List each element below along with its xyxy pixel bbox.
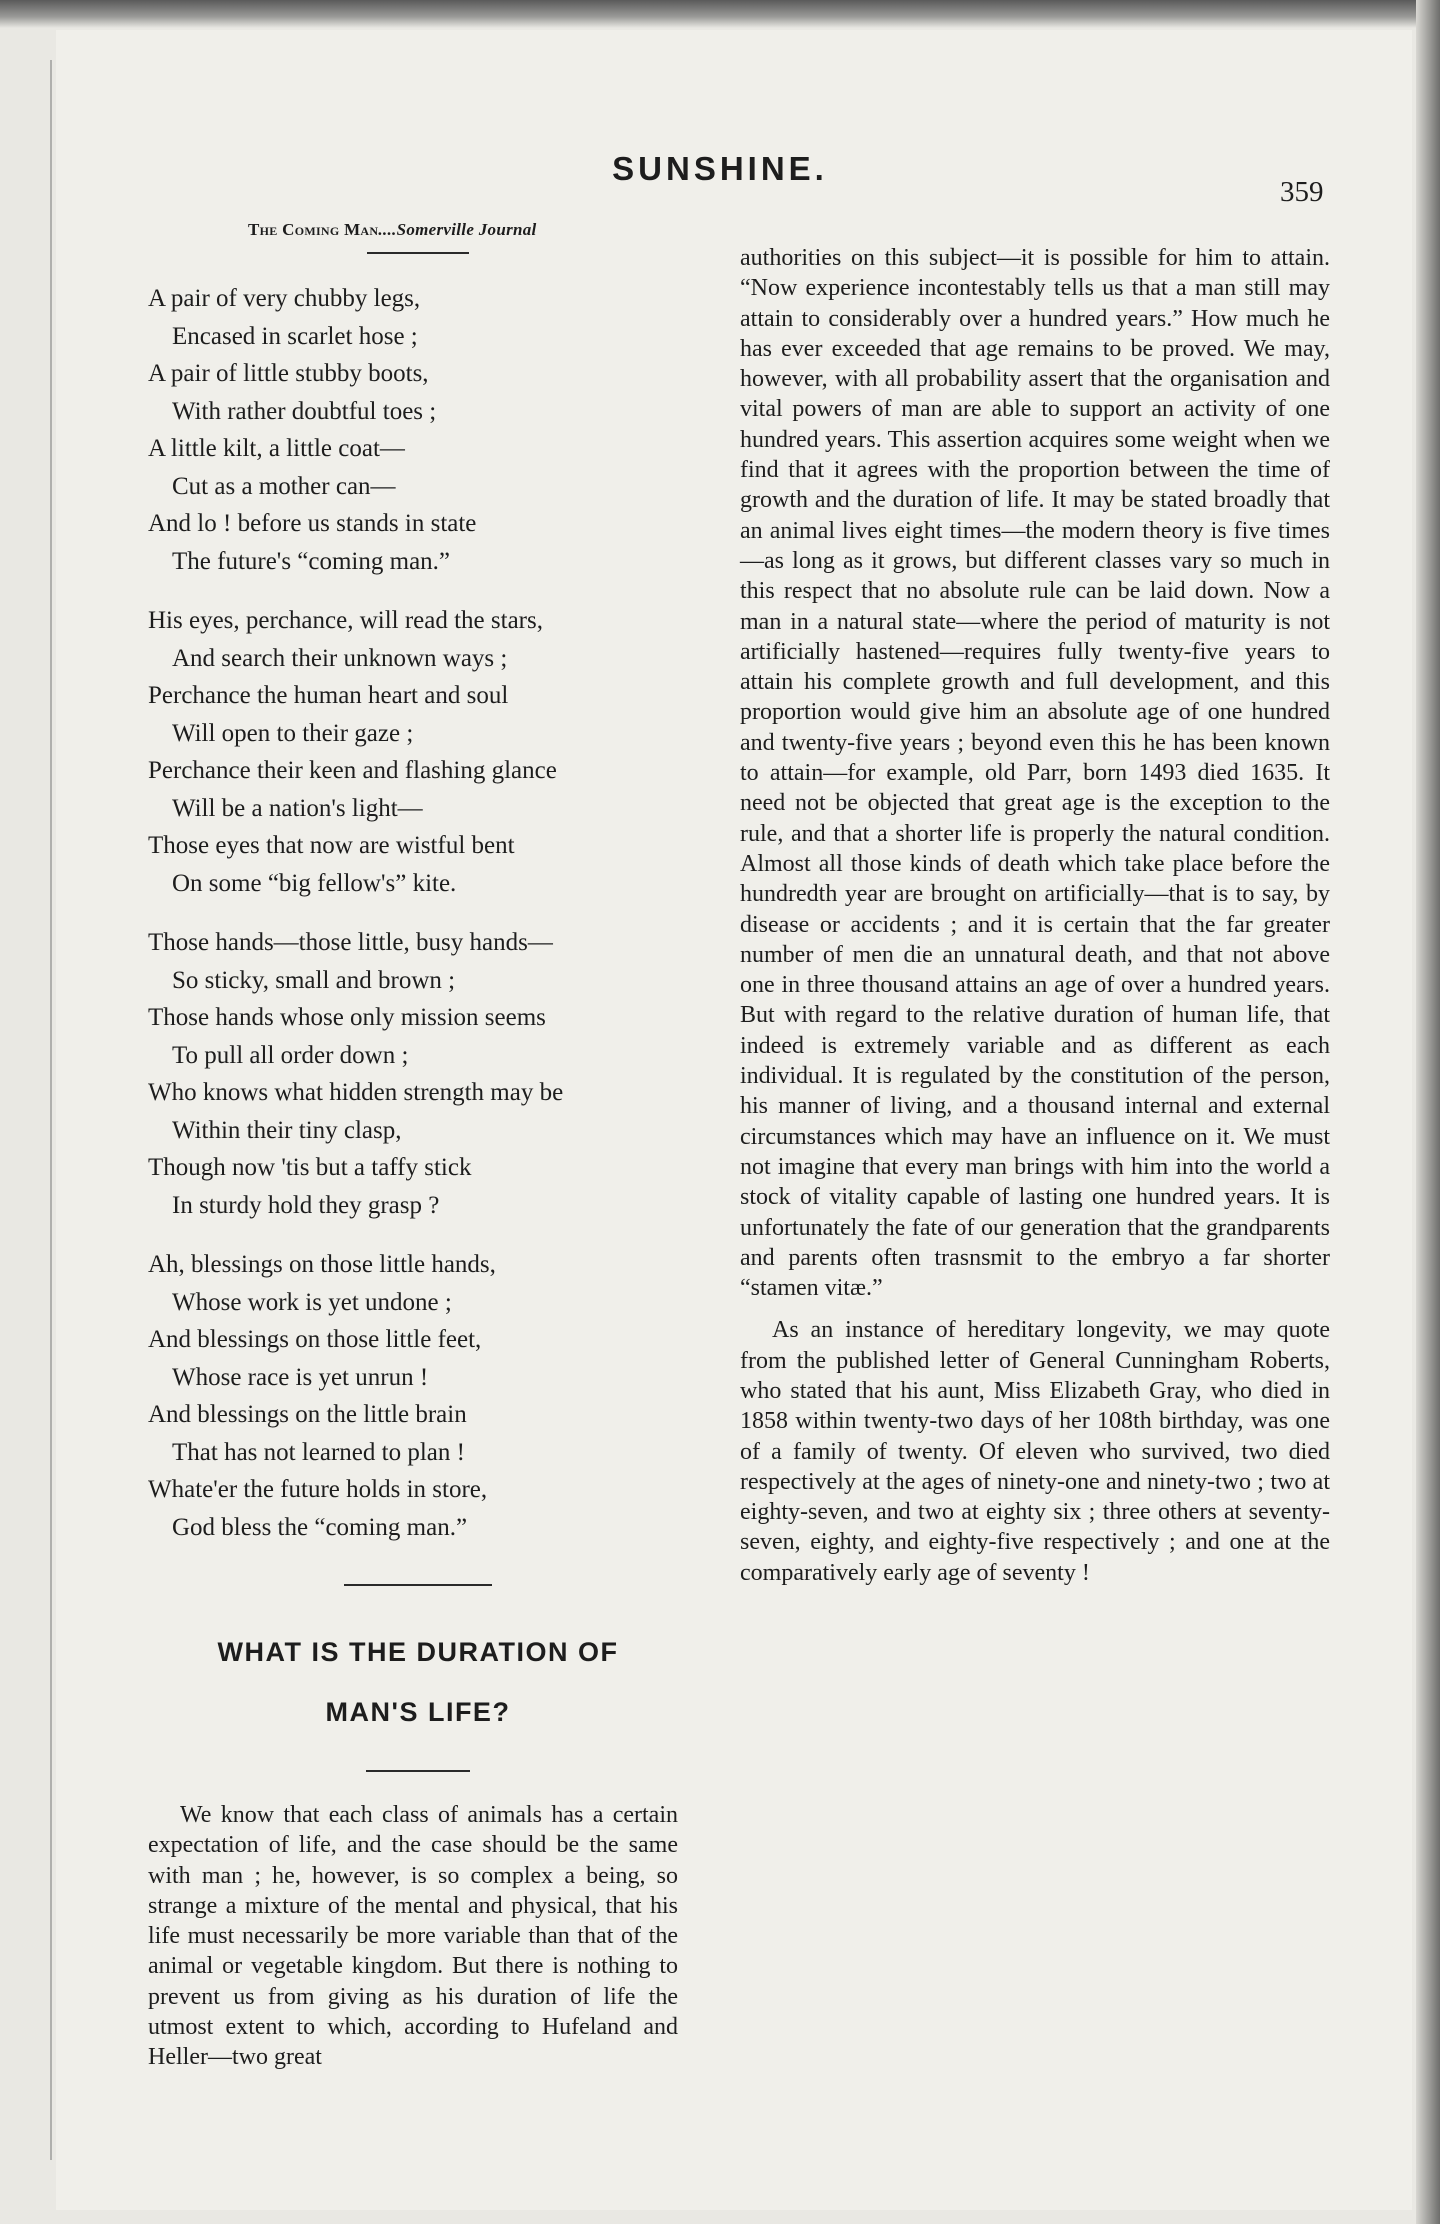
poem-line: In sturdy hold they grasp ?	[172, 1191, 440, 1219]
poem-stanza	[148, 280, 688, 580]
poem-line: And blessings on those little feet,	[148, 1326, 482, 1353]
poem-line: The future's “coming man.”	[172, 547, 451, 575]
poem-line: Those eyes that now are wistful bent	[148, 832, 515, 859]
article-paragraph-2: authorities on this subject—it is possible for him to attain. “Now experience incontestably tells us that a man still may attain to considerably over a hundred years.” How much he has ever exceeded that age remains to be proved. We may, however, with all probability assert that the organisation and vital powers of man are able to support an activity of one hundred years. This assertion acquires some weight when we find that it agrees with the proportion between the time of growth and the duration of life. It may be stated broadly that an animal lives eight times—the modern theory is five times—as long as it grows, but different classes vary so much in this respect that no absolute rule can be laid down. Now a man in a natural state—where the period of maturity is not artificially hastened—requires fully twenty-five years to attain his complete growth and full development, and this proportion would give him an absolute age of one hundred and twenty-five years ; beyond even this he has been known to attain—for example, old Parr, born 1493 died 1635. It need not be objected that great age is the exception to the rule, and that a shorter life is properly the natural condition. Almost all those kinds of death which take place before the hundredth year are brought on artificially—that is to say, by disease or accidents ; and it is certain that the far greater number of men die an unnatural death, and that not above one in three thousand attains an age of over a hundred years. But with regard to the relative duration of human life, that indeed is extremely variable and as different as each individual. It is regulated by the constitution of the person, his manner of living, and a thousand internal and external circumstances which may have an influence on it. We must not imagine that every man brings with him into the world a stock of vitality capable of lasting one hundred years. It is unfortunately the fate of our generation that the grandparents and parents often trasnsmit to the embryo a far shorter “stamen vitæ.”	[740, 245, 1330, 1302]
poem-line: Whose work is yet undone ;	[172, 1288, 452, 1316]
page-number: 359	[1280, 176, 1324, 208]
poem-line: Whose race is yet unrun !	[172, 1363, 429, 1391]
poem-line: Will be a nation's light—	[172, 794, 423, 822]
article-title-line-1: WHAT IS THE DURATION OF	[217, 1637, 619, 1667]
poem-line: Within their tiny clasp,	[172, 1116, 402, 1144]
poem-line: A pair of very chubby legs,	[148, 285, 421, 312]
left-column	[148, 220, 688, 2073]
poem-line: On some “big fellow's” kite.	[172, 869, 457, 897]
poem-line: God bless the “coming man.”	[172, 1513, 468, 1541]
poem-stanza	[148, 1246, 688, 1546]
article-separator-rule	[344, 1584, 492, 1586]
poem-line: Whate'er the future holds in store,	[148, 1476, 488, 1503]
poem-body	[148, 280, 688, 1546]
poem-line: His eyes, perchance, will read the stars,	[148, 607, 543, 634]
poem-heading	[248, 220, 688, 240]
poem-line: And search their unknown ways ;	[172, 644, 508, 672]
right-column	[740, 243, 1330, 1588]
poem-line: Those hands—those little, busy hands—	[148, 929, 553, 956]
binding-edge	[50, 60, 52, 2160]
poem-line: Ah, blessings on those little hands,	[148, 1251, 496, 1278]
scan-top-shadow	[0, 0, 1440, 28]
poem-line: Perchance their keen and flashing glance	[148, 757, 557, 784]
poem-line: And lo ! before us stands in state	[148, 510, 477, 537]
article-title-line-2: MAN'S LIFE?	[325, 1697, 511, 1727]
poem-line: Will open to their gaze ;	[172, 719, 414, 747]
poem-line: That has not learned to plan !	[172, 1438, 465, 1466]
poem-stanza	[148, 924, 688, 1224]
article-title-rule	[366, 1770, 470, 1772]
poem-line: Though now 'tis but a taffy stick	[148, 1154, 472, 1181]
poem-line: A pair of little stubby boots,	[148, 360, 429, 387]
poem-stanza	[148, 602, 688, 902]
poem-line: A little kilt, a little coat—	[148, 435, 405, 462]
scan-right-shadow	[1416, 0, 1440, 2224]
poem-line: With rather doubtful toes ;	[172, 397, 437, 425]
poem-line: And blessings on the little brain	[148, 1401, 467, 1428]
poem-line: Who knows what hidden strength may be	[148, 1079, 564, 1106]
poem-line: To pull all order down ;	[172, 1041, 409, 1069]
article-paragraph-3: As an instance of hereditary longevity, we may quote from the published letter of General Cunningham Roberts, who stated that his aunt, Miss Elizabeth Gray, who died in 1858 within twenty-two days of her 108th birthday, was one of a family of twenty. Of eleven who survived, two died respectively at the ages of ninety-one and ninety-two ; two at eighty-seven, and two at eighty six ; three others at seventy-seven, eighty, and eighty-five respectively ; and one at the comparatively early age of seventy !	[740, 1317, 1330, 1586]
poem-line: Those hands whose only mission seems	[148, 1004, 546, 1031]
poem-line: Cut as a mother can—	[172, 472, 396, 500]
article-paragraph-1: We know that each class of animals has a certain expectation of life, and the case should be the same with man ; he, however, is so complex a being, so strange a mixture of the mental and physical, that his life must necessarily be more variable than that of the animal or vegetable kingdom. But there is nothing to prevent us from giving as his duration of life the utmost extent to which, according to Hufeland and Heller—two great	[148, 1802, 678, 2071]
poem-title: The Coming Man	[248, 220, 379, 239]
poem-rule	[367, 252, 469, 254]
poem-line: So sticky, small and brown ;	[172, 966, 456, 994]
poem-line: Perchance the human heart and soul	[148, 682, 509, 709]
masthead: SUNSHINE.	[612, 150, 828, 187]
poem-source: ....Somerville Journal	[378, 220, 537, 239]
poem-line: Encased in scarlet hose ;	[172, 322, 418, 350]
article-title	[148, 1622, 688, 1742]
